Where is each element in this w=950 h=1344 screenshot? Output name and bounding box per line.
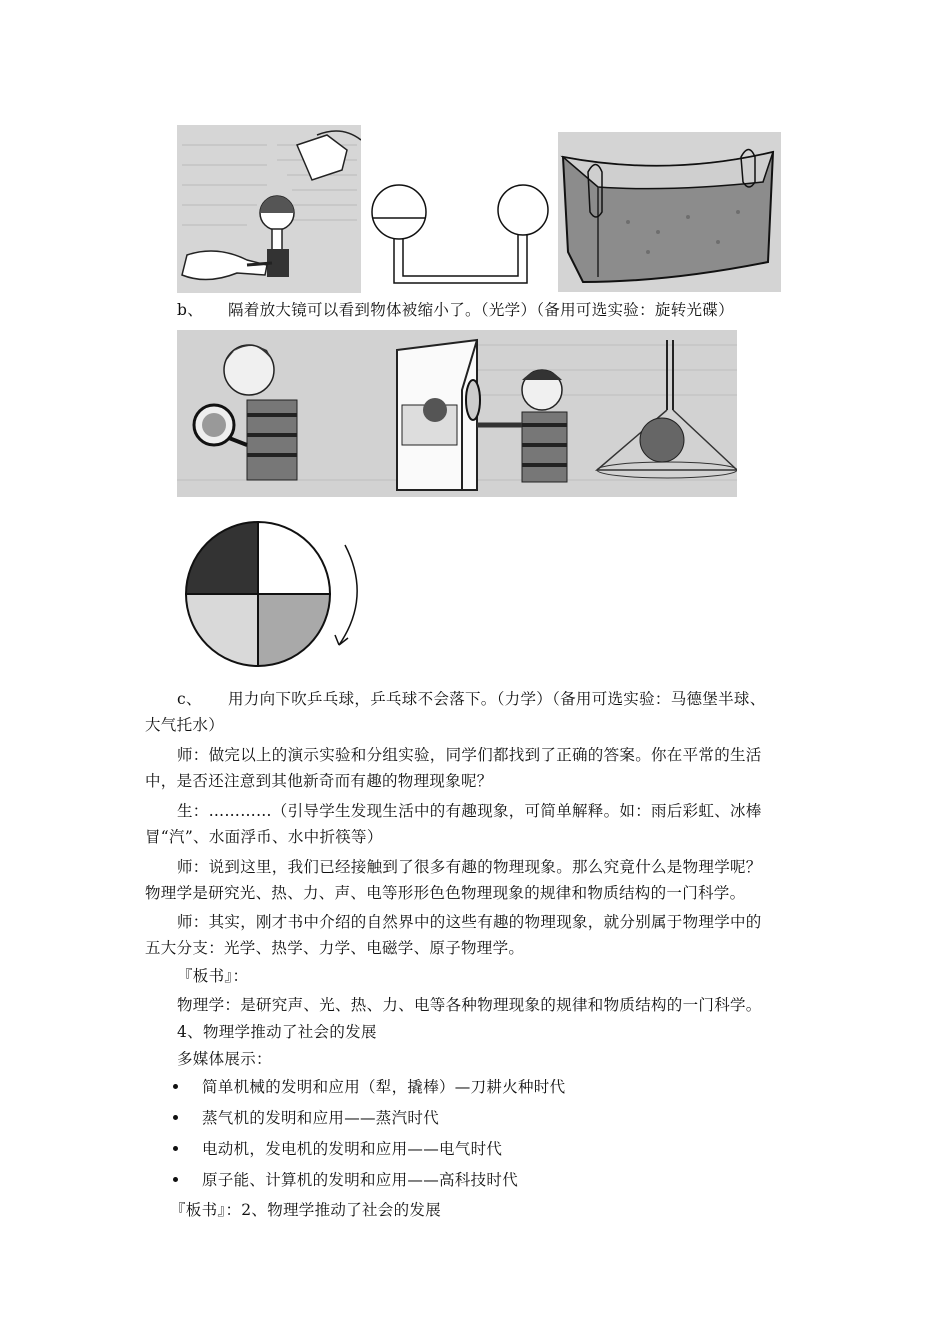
para-teacher-2-line-1: 师：说到这里，我们已经接触到了很多有趣的物理现象。那么究竟什么是物理学呢？ xyxy=(177,858,762,876)
bullet-dot xyxy=(173,1084,178,1089)
para-teacher-3-line-2: 五大分支：光学、热学、力学、电磁学、原子物理学。 xyxy=(145,939,525,957)
para-teacher-1-line-2: 中，是否还注意到其他新奇而有趣的物理现象呢？ xyxy=(145,772,493,790)
bullet-dot xyxy=(173,1115,178,1120)
bullet-item-4: 原子能、计算机的发明和应用——高科技时代 xyxy=(202,1171,519,1189)
section-4-heading: 4、物理学推动了社会的发展 xyxy=(177,1023,377,1041)
magnifying-glass-boy-icon xyxy=(177,330,737,497)
fig-flask-pouring xyxy=(177,125,361,293)
bullet-dot xyxy=(173,1146,178,1151)
bullet-item-3: 电动机，发电机的发明和应用——电气时代 xyxy=(202,1140,503,1158)
bullet-item-2: 蒸气机的发明和应用——蒸汽时代 xyxy=(202,1109,440,1127)
para-student-line-2: 冒“汽”、水面浮币、水中折筷等） xyxy=(145,828,383,846)
connected-spheres-icon xyxy=(368,180,553,292)
multimedia-heading: 多媒体展示： xyxy=(177,1050,272,1068)
item-c-label: c、 xyxy=(177,690,202,708)
board-note-2: 『板书』：2、物理学推动了社会的发展 xyxy=(170,1201,442,1219)
rotating-color-disc-icon xyxy=(177,507,377,675)
paper-box-icon xyxy=(558,132,781,292)
para-teacher-1-line-1: 师：做完以上的演示实验和分组实验，同学们都找到了正确的答案。你在平常的生活 xyxy=(177,746,762,764)
fig-rotating-disc xyxy=(177,507,377,675)
para-student-line-1: 生：…………（引导学生发现生活中的有趣现象，可简单解释。如：雨后彩虹、冰棒 xyxy=(177,802,762,820)
definition-physics: 物理学：是研究声、光、热、力、电等各种物理现象的规律和物质结构的一门科学。 xyxy=(177,996,762,1014)
bullet-dot xyxy=(173,1177,178,1182)
para-teacher-3-line-1: 师：其实，刚才书中介绍的自然界中的这些有趣的物理现象，就分别属于物理学中的 xyxy=(177,913,762,931)
item-b-label: b、 xyxy=(177,301,204,319)
flask-pouring-icon xyxy=(177,125,361,293)
fig-optics-strip xyxy=(177,330,737,497)
item-c-text-1: 用力向下吹乒乓球，乒乓球不会落下。（力学）（备用可选实验：马德堡半球、 xyxy=(228,690,766,708)
para-teacher-2-line-2: 物理学是研究光、热、力、声、电等形形色色物理现象的规律和物质结构的一门科学。 xyxy=(145,884,746,902)
board-note-1: 『板书』： xyxy=(177,967,249,985)
bullet-item-1: 简单机械的发明和应用（犁，撬棒）—刀耕火种时代 xyxy=(202,1078,566,1096)
fig-connected-spheres xyxy=(368,180,553,292)
item-b-text: 隔着放大镜可以看到物体被缩小了。（光学）（备用可选实验：旋转光碟） xyxy=(228,301,734,319)
item-c-text-2: 大气托水） xyxy=(145,716,225,734)
fig-paper-box xyxy=(558,132,781,292)
